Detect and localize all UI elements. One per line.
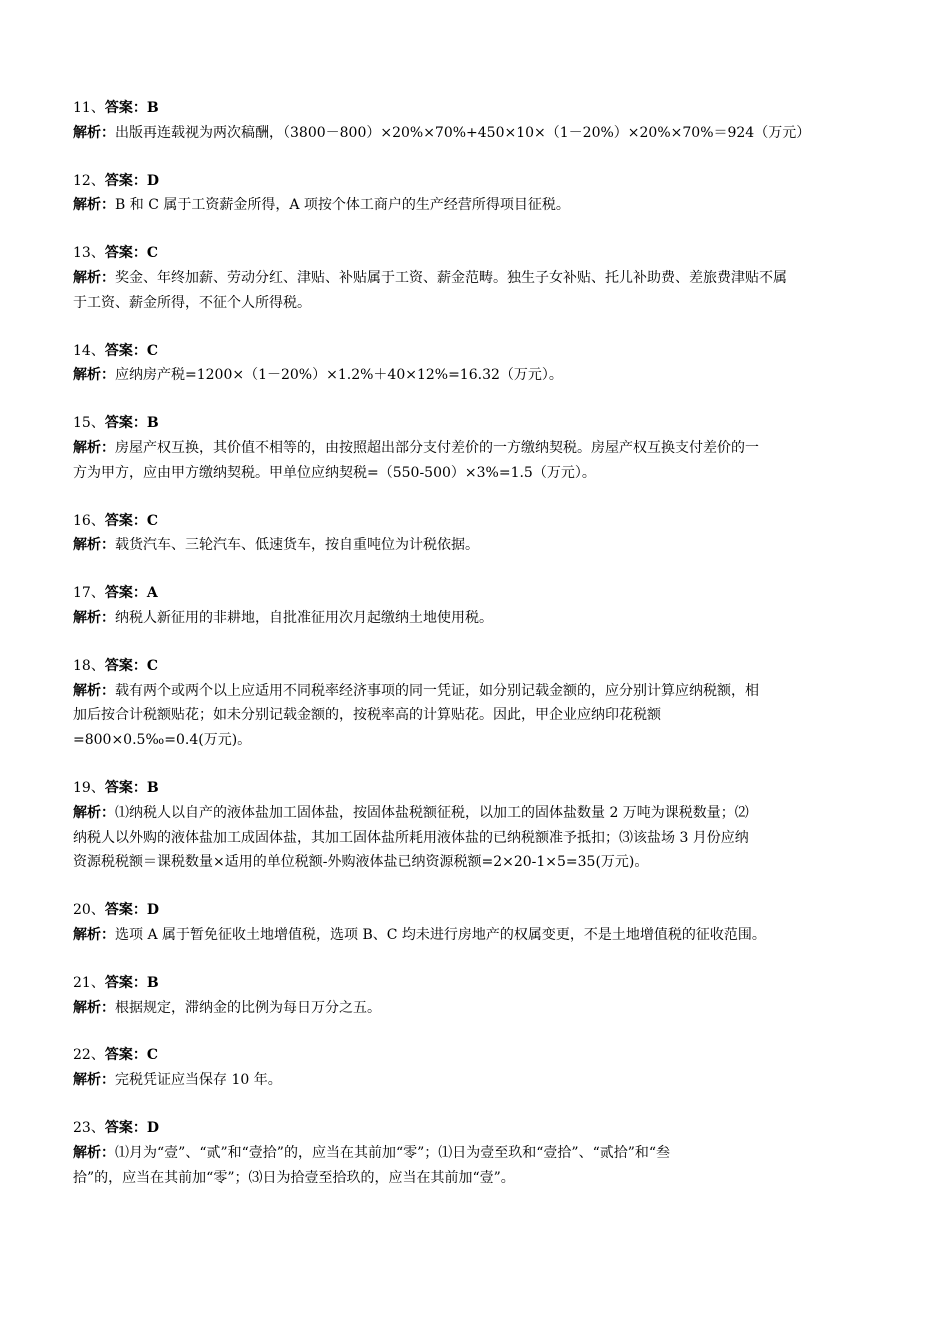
answer-label: 答案： [104,415,147,432]
analysis-label: 解析： [73,609,115,626]
question-number: 13、 [73,245,105,262]
answer-heading [73,1043,881,1068]
answer-item [73,241,881,315]
question-number: 18、 [73,657,105,674]
answer-label: 答案： [104,657,147,674]
analysis-text: 纳税人以外购的液体盐加工成固体盐，其加工固体盐所耗用液体盐的已纳税额准予抵扣；⑶该盐场 3 月份应纳 [73,829,749,846]
analysis-block [73,533,881,558]
answer-label: 答案： [104,1119,147,1136]
answer-item [73,96,881,146]
answer-value: B [146,100,159,116]
analysis-line [73,436,881,461]
analysis-line [73,850,881,875]
answer-value: C [146,342,158,359]
question-number: 15、 [73,415,105,432]
analysis-text: 奖金、年终加薪、劳动分红、津贴、补贴属于工资、薪金范畴。独生子女补贴、托儿补助费、差旅费津贴不属 [115,269,787,286]
analysis-line [73,461,881,486]
analysis-line [73,679,881,704]
answer-value: D [146,902,159,919]
answer-value: B [146,415,159,432]
answer-heading [73,1116,881,1141]
answer-item [73,776,881,875]
analysis-line [73,728,881,753]
analysis-text: 拾”的，应当在其前加“零”；⑶日为拾壹至拾玖的，应当在其前加“壹”。 [73,1169,515,1186]
analysis-label: 解析： [73,537,115,554]
analysis-text: 方为甲方，应由甲方缴纳契税。甲单位应纳契税=（550-500）×3%=1.5（万元）。 [73,464,596,481]
analysis-line [73,1068,881,1093]
analysis-label: 解析： [73,999,115,1016]
answer-heading [73,654,881,679]
analysis-text: 房屋产权互换，其价值不相等的，由按照超出部分支付差价的一方缴纳契税。房屋产权互换支付差价的一 [115,439,759,456]
analysis-text: 于工资、薪金所得，不征个人所得税。 [73,294,311,311]
answer-label: 答案： [104,1047,147,1064]
answer-item [73,411,881,485]
question-number: 11、 [73,100,105,116]
answer-value: C [146,512,158,529]
answer-label: 答案： [104,512,147,529]
answer-heading [73,776,881,801]
answer-heading [73,411,881,436]
analysis-block [73,996,881,1021]
question-number: 16、 [73,512,105,529]
answer-item [73,581,881,631]
analysis-line [73,193,881,218]
analysis-text: B 和 C 属于工资薪金所得，A 项按个体工商户的生产经营所得项目征税。 [115,197,570,214]
analysis-block [73,436,881,486]
analysis-label: 解析： [73,367,115,384]
answer-key-page [73,96,881,1213]
answer-heading [73,581,881,606]
analysis-line [73,801,881,826]
analysis-text: 载货汽车、三轮汽车、低速货车，按自重吨位为计税依据。 [115,537,479,554]
analysis-label: 解析： [73,1144,115,1161]
question-number: 22、 [73,1047,105,1064]
answer-heading [73,971,881,996]
answer-item [73,898,881,948]
answer-item [73,1116,881,1190]
analysis-text: 应纳房产税=1200×（1－20%）×1.2%＋40×12%=16.32（万元）。 [115,367,563,384]
analysis-text: =800×0.5‰=0.4(万元)。 [73,732,252,749]
analysis-text: 资源税税额＝课税数量×适用的单位税额-外购液体盐已纳资源税额=2×20-1×5=35(万元)。 [73,854,649,871]
answer-heading [73,169,881,194]
answer-heading [73,509,881,534]
answer-value: B [146,779,159,796]
answer-value: C [146,657,158,674]
analysis-label: 解析： [73,926,115,943]
analysis-label: 解析： [73,439,115,456]
answer-value: D [146,172,159,189]
analysis-line [73,266,881,291]
answer-item [73,169,881,219]
answer-label: 答案： [104,585,147,602]
analysis-block [73,121,881,146]
answer-label: 答案： [104,902,147,919]
analysis-text: 纳税人新征用的非耕地，自批准征用次月起缴纳土地使用税。 [115,609,493,626]
analysis-line [73,533,881,558]
analysis-text: 出版再连载视为两次稿酬，（3800－800）×20%×70%+450×10×（1－20%）×20%×70%＝924（万元） [115,124,811,141]
answer-heading [73,898,881,923]
analysis-line [73,996,881,1021]
analysis-line [73,923,881,948]
question-number: 20、 [73,902,105,919]
analysis-block [73,923,881,948]
analysis-block [73,193,881,218]
answer-label: 答案： [104,779,147,796]
answer-heading [73,241,881,266]
analysis-label: 解析： [73,682,115,699]
analysis-block [73,679,881,753]
answer-label: 答案： [104,245,147,262]
question-number: 19、 [73,779,105,796]
question-number: 21、 [73,974,105,991]
analysis-line [73,121,881,146]
analysis-line [73,606,881,631]
analysis-text: 完税凭证应当保存 10 年。 [115,1072,282,1089]
answer-item [73,509,881,559]
question-number: 17、 [73,585,105,602]
analysis-line [73,363,881,388]
analysis-text: 加后按合计税额贴花；如未分别记载金额的，按税率高的计算贴花。因此，甲企业应纳印花税额 [73,707,661,724]
answer-heading [73,339,881,364]
answer-item [73,654,881,753]
answer-label: 答案： [104,172,147,189]
analysis-block [73,1141,881,1191]
answer-item [73,339,881,389]
analysis-text: 选项 A 属于暂免征收土地增值税，选项 B、C 均未进行房地产的权属变更，不是土地增值税的征收范围。 [115,926,766,943]
answer-value: B [146,974,159,991]
analysis-label: 解析： [73,804,115,821]
analysis-line [73,826,881,851]
analysis-label: 解析： [73,124,115,141]
answer-item [73,1043,881,1093]
analysis-label: 解析： [73,1072,115,1089]
question-number: 14、 [73,342,105,359]
analysis-text: 载有两个或两个以上应适用不同税率经济事项的同一凭证，如分别记载金额的，应分别计算应纳税额，相 [115,682,759,699]
analysis-text: ⑴月为“壹”、“贰”和“壹拾”的，应当在其前加“零”；⑴日为壹至玖和“壹拾”、“贰拾”和“叁 [115,1144,671,1161]
analysis-line [73,703,881,728]
analysis-line [73,291,881,316]
analysis-label: 解析： [73,197,115,214]
analysis-label: 解析： [73,269,115,286]
analysis-text: 根据规定，滞纳金的比例为每日万分之五。 [115,999,381,1016]
analysis-block [73,606,881,631]
analysis-block [73,801,881,875]
answer-item [73,971,881,1021]
answer-value: D [146,1119,159,1136]
answer-label: 答案： [104,342,147,359]
analysis-line [73,1166,881,1191]
question-number: 12、 [73,172,105,189]
question-number: 23、 [73,1119,105,1136]
answer-label: 答案： [104,974,147,991]
answer-label: 答案： [104,100,147,116]
analysis-block [73,266,881,316]
answer-value: A [146,585,158,602]
analysis-text: ⑴纳税人以自产的液体盐加工固体盐，按固体盐税额征税，以加工的固体盐数量 2 万吨为课税数量；⑵ [115,804,749,821]
analysis-line [73,1141,881,1166]
answer-value: C [146,1047,158,1064]
analysis-block [73,1068,881,1093]
answer-heading [73,96,881,121]
answer-value: C [146,245,158,262]
analysis-block [73,363,881,388]
